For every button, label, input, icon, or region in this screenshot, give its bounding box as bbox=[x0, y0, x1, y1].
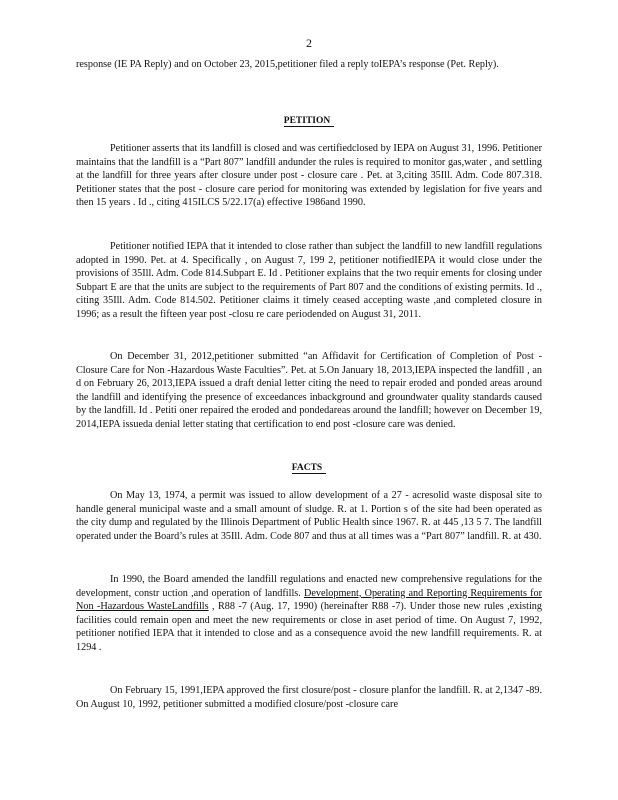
intro-paragraph: response (IE PA Reply) and on October 23, 2015,petitioner filed a reply toIEPA’s response (Pet. Reply). bbox=[76, 59, 499, 70]
petition-paragraph-2: Petitioner notified IEPA that it intended to close rather than subject the landfill to new landfill regulations adopted in 1990. Pet. at 4. Specifically , on August 7, 199 2, petitioner notifiedIEPA it would close under the provisions of 35Ill. Adm. Code 814.Subpart E. Id . Petitioner explains that the two requir ements for closing under Subpart E are that the units are subject to the requirements of Part 807 and the conditions of existing permits. Id ., citing 35Ill. Adm. Code 814.502. Petitioner claims it timely ceased accepting waste ,and completed closure in 1996; as a result the fifteen year post -closu re care periodended on August 31, 2011. bbox=[76, 241, 543, 320]
facts-paragraph-1: On May 13, 1974, a permit was issued to allow development of a 27 - acresolid waste disposal site to handle general municipal waste and a small amount of sludge. R. at 1. Portion s of the site had been operated as the city dump and regulated by the Illinois Department of Public Health since 1967. R. at 445 ,13 5 7. The landfill operated under the Board’s rules at 35Ill. Adm. Code 807 and thus at all times was a “Part 807” landfill. R. at 430. bbox=[76, 490, 542, 542]
facts-paragraph-2-text-a: In 1990, the Board amended the landfill regulations and enacted new comprehensive regulations for the development, constr uction ,and operation of landfills. bbox=[76, 574, 542, 599]
case-title-underlined: Development, Operating and Reporting Requirements for Non -Hazardous WasteLandfills bbox=[76, 587, 542, 613]
facts-heading-text: FACTS bbox=[292, 463, 326, 474]
facts-paragraph-3: On February 15, 1991,IEPA approved the first closure/post - closure planfor the landfill. R. at 2,1347 -89. On August 10, 1992, petitioner submitted a modified closure/post -closure care bbox=[76, 685, 542, 710]
facts-paragraph-2 bbox=[76, 573, 542, 655]
facts-heading bbox=[0, 463, 618, 474]
facts-paragraph-2-text-b: , R88 -7 (Aug. 17, 1990) (hereinafter R88 -7). Under those new rules ,existing facilities could remain open and meet the new requirements or close in aset period of time. On August 7, 1992, petitioner notified IEPA that it intended to close and as a consequence avoid the new landfill requirements. R. at 1294 . bbox=[76, 601, 542, 653]
petition-paragraph-1: Petitioner asserts that its landfill is closed and was certifiedclosed by IEPA on August 31, 1996. Petitioner maintains that the landfill is a “Part 807” landfill andunder the rules is required to monitor gas,water , and settling at the landfill for three years after closure under post - closure care . Pet. at 3,citing 35Ill. Adm. Code 807.318. Petitioner states that the post - closure care period for monitoring was extended by legislation for five years and then 15 years . Id ., citing 415ILCS 5/22.17(a) effective 1986and 1990. bbox=[76, 143, 542, 209]
petition-heading bbox=[0, 116, 618, 127]
page-number: 2 bbox=[306, 36, 312, 50]
petition-heading-text: PETITION bbox=[284, 116, 334, 127]
petition-paragraph-3: On December 31, 2012,petitioner submitted “an Affidavit for Certification of Completion of Post -Closure Care for Non -Hazardous Waste Faculties”. Pet. at 5.On January 18, 2013,IEPA inspected the landfill , an d on February 26, 2013,IEPA issued a draft denial letter citing the need to repair eroded and ponded areas around the landfill and identifying the presence of exceedances inbackground and groundwater quality standards caused by the landfill. Id . Petiti oner repaired the eroded and pondedareas around the landfill; however on December 19, 2014,IEPA issueda denial letter stating that certification to end post -closure care was denied. bbox=[76, 351, 542, 430]
